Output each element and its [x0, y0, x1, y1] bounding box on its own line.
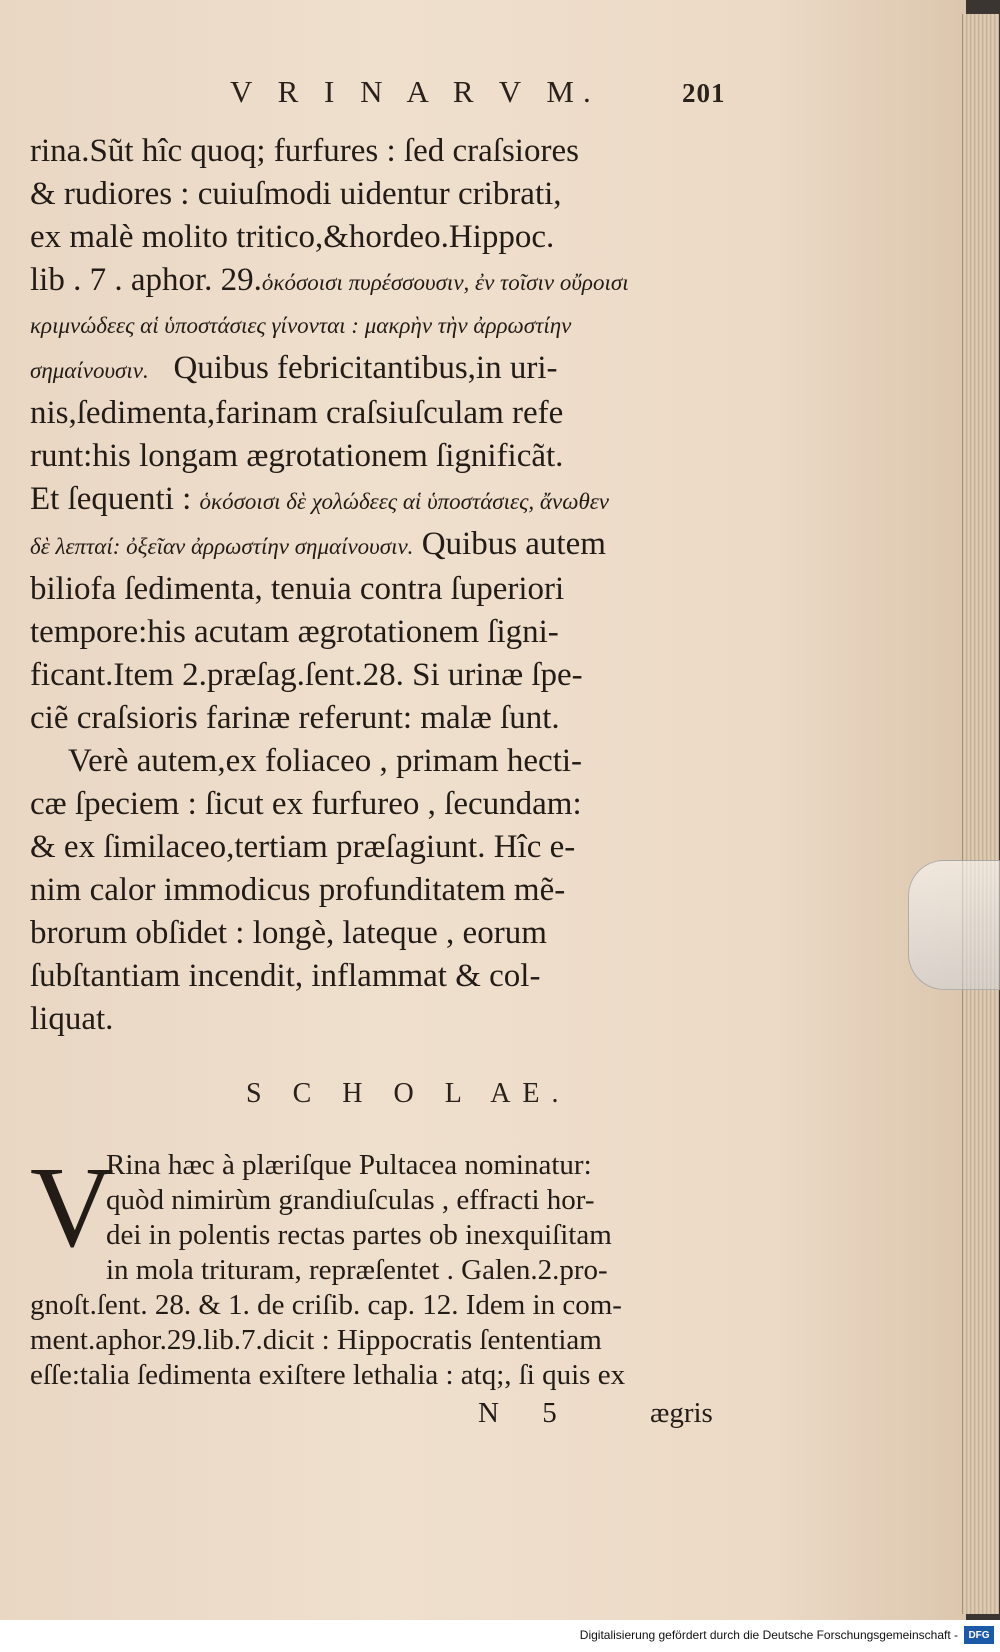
text-segment: Et ſequenti :: [30, 481, 192, 517]
text-line: [30, 259, 730, 304]
text-line: ficant.Item 2.præſag.ſent.28. Si urinæ ſpe-: [30, 657, 583, 693]
page-number: 201: [682, 78, 726, 108]
text-segment: lib . 7 . aphor. 29.: [30, 262, 262, 298]
footer-bar: [0, 1620, 1000, 1652]
dfg-logo-icon: DFG: [964, 1626, 994, 1644]
text-line: [30, 523, 730, 568]
text-line: ment.aphor.29.lib.7.dicit : Hippocratis ſententiam: [30, 1324, 602, 1356]
section-heading: [0, 1078, 966, 1118]
text-line: tempore:his acutam ægrotationem ſigni-: [30, 614, 559, 650]
text-line: runt:his longam ægrotationem ſignificãt.: [30, 438, 564, 474]
scholae-title: S C H O L AE.: [246, 1078, 571, 1109]
text-line: liquat.: [30, 1001, 114, 1037]
scholae-text: [30, 1144, 730, 1393]
text-line: cæ ſpeciem : ſicut ex furfureo , ſecundam:: [30, 786, 582, 822]
greek-quote: ὁκόσοισι πυρέσσουσιν, ἐν τοῖσιν οὔροισι: [261, 270, 629, 295]
main-text: [30, 130, 730, 1041]
text-line: & ex ſimilaceo,tertiam præſagiunt. Hîc e-: [30, 829, 576, 865]
text-line: Verè autem,ex foliaceo , primam hecti-: [68, 743, 583, 779]
greek-quote: σημαίνουσιν.: [30, 358, 149, 383]
text-line: ciẽ craſsioris farinæ referunt: malæ ſunt.: [30, 700, 560, 736]
signature-mark: N 5: [478, 1397, 575, 1429]
text-line: eſſe:talia ſedimenta exiſtere lethalia : atq;, ſi quis ex: [30, 1359, 626, 1391]
page-edges: [962, 14, 999, 1614]
greek-quote: δὲ λεπταί: ὀξεῖαν ἀρρωστίην σημαίνουσιν.: [30, 534, 414, 559]
running-title: V R I N A R V M.: [230, 74, 600, 109]
text-line: nis,ſedimenta,farinam craſsiuſculam refe: [30, 395, 564, 431]
page-header: [0, 74, 966, 118]
text-line: ex malè molito tritico,&hordeo.Hippoc.: [30, 219, 555, 255]
text-line: [30, 478, 730, 523]
greek-quote: ὁκόσοισι δὲ χολώδεες αἱ ὑποστάσιες, ἄνωθεν: [199, 489, 610, 514]
greek-line: κριμνώδεες αἱ ὑποστάσιες γίνονται : μακρὴν τὴν ἀρρωστίην: [30, 313, 572, 338]
text-line: nim calor immodicus profunditatem mẽ-: [30, 872, 566, 908]
text-segment: Quibus autem: [421, 526, 606, 562]
text-line: ſubſtantiam incendit, inflammat & col-: [30, 958, 541, 994]
text-line: & rudiores : cuiuſmodi uidentur cribrati,: [30, 176, 562, 212]
page-clip: [908, 860, 1000, 990]
catchword: ægris: [650, 1397, 713, 1429]
text-line: gnoſt.ſent. 28. & 1. de criſib. cap. 12. Idem in com-: [30, 1289, 622, 1321]
text-line: dei in polentis rectas partes ob inexquiſitam: [106, 1219, 612, 1251]
funding-notice: Digitalisierung gefördert durch die Deutsche Forschungsgemeinschaft -: [579, 1628, 958, 1642]
text-line: [30, 347, 730, 392]
catch-line: [0, 1397, 966, 1437]
text-line: quòd nimirùm grandiuſculas , effracti hor-: [106, 1184, 595, 1216]
text-line: Rina hæc à plæriſque Pultacea nominatur:: [106, 1149, 592, 1181]
text-line: rina.Sũt hîc quoq; furfures : ſed craſsiores: [30, 133, 579, 169]
text-line: in mola trituram, repræſentet . Galen.2.pro-: [106, 1254, 608, 1286]
text-line: biliofa ſedimenta, tenuia contra ſuperiori: [30, 571, 565, 607]
text-line: brorum obſidet : longè, lateque , eorum: [30, 915, 547, 951]
drop-capital: V: [30, 1144, 114, 1272]
text-segment: Quibus febricitantibus,in uri-: [173, 350, 558, 386]
